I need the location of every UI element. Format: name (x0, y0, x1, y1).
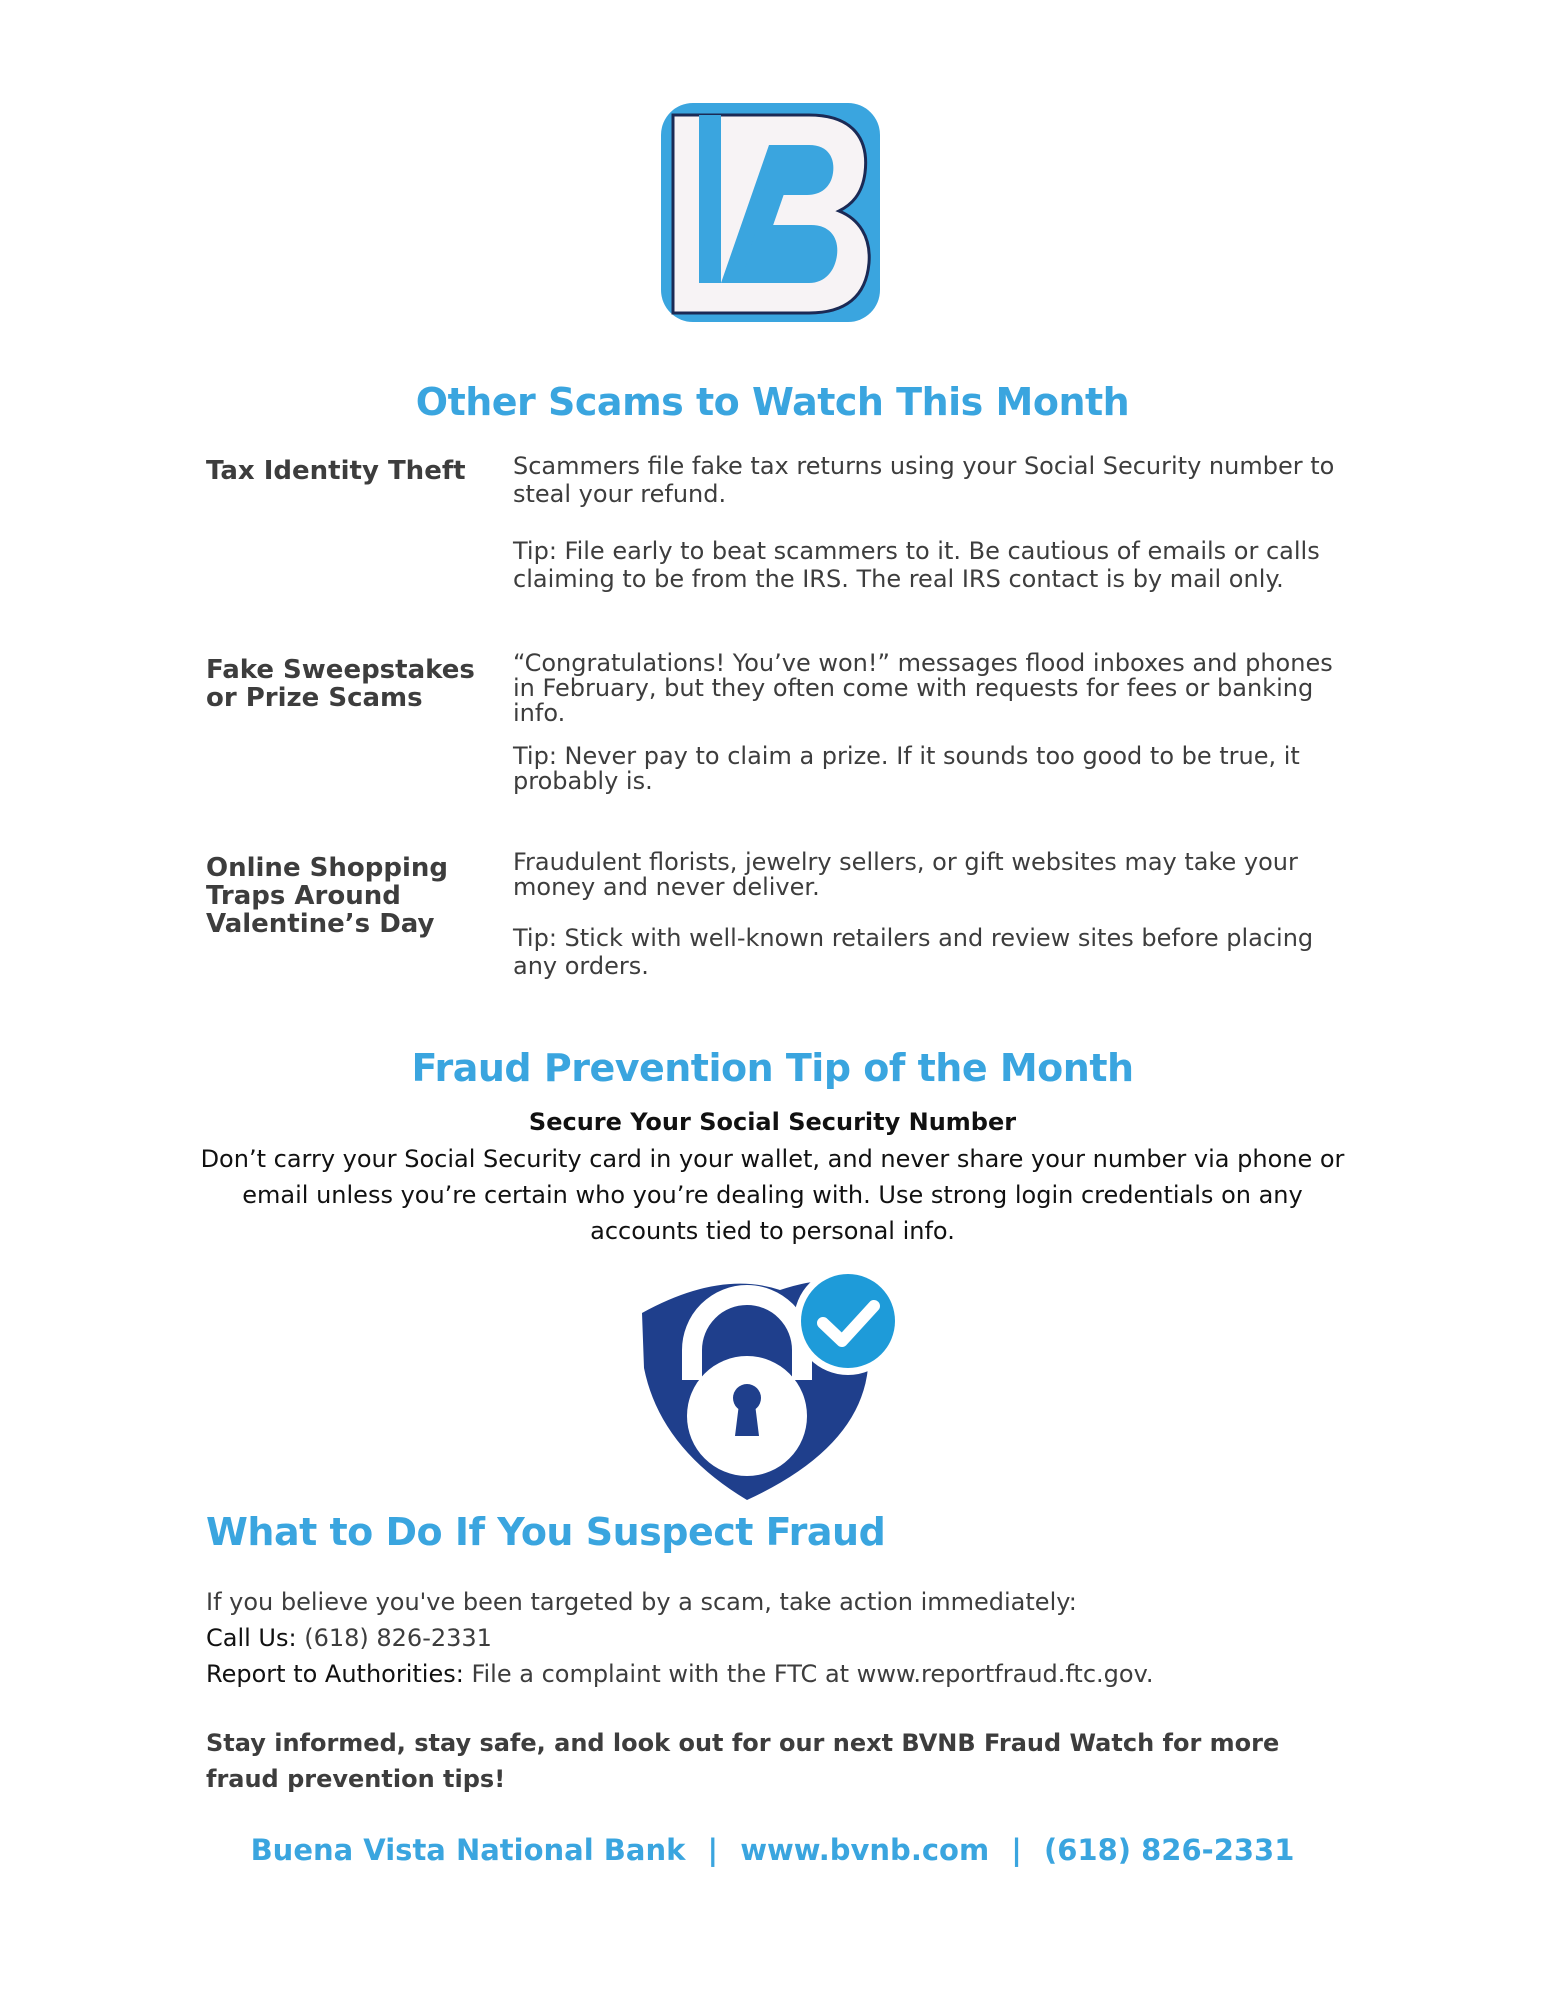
tip-section-title: Fraud Prevention Tip of the Month (411, 1046, 1134, 1090)
scam-description-sweepstakes: “Congratulations! You’ve won!” messages flood inboxes and phones in February, but they often come with requests for fees or banking info. (513, 649, 1333, 727)
footer (0, 1833, 1545, 1867)
footer-phone[interactable]: (618) 826-2331 (1043, 1833, 1295, 1867)
scam-description-tax-identity: Scammers file fake tax returns using your Social Security number to steal your refund. (513, 452, 1335, 508)
footer-bank-name: Buena Vista National Bank (250, 1833, 686, 1867)
fraud-intro: If you believe you've been targeted by a scam, take action immediately: (206, 1588, 1077, 1616)
scams-section-title: Other Scams to Watch This Month (415, 380, 1130, 424)
shield-lock-check-icon (640, 1268, 905, 1503)
tip-body: Don’t carry your Social Security card in your wallet, and never share your number via phone or email unless you’re certain who you’re dealing with. Use strong login credentials on any accounts tied to personal info. (200, 1145, 1345, 1245)
call-us-label: Call Us: (206, 1624, 297, 1652)
scam-title-online-shopping: Online Shopping Traps Around Valentine’s Day (206, 853, 448, 939)
closing-message: Stay informed, stay safe, and look out for our next BVNB Fraud Watch for more fraud prevention tips! (206, 1729, 1280, 1793)
call-us-phone[interactable]: (618) 826-2331 (296, 1624, 492, 1652)
report-label: Report to Authorities: (206, 1660, 464, 1688)
report-text[interactable]: File a complaint with the FTC at www.reportfraud.ftc.gov. (463, 1660, 1154, 1688)
scam-title-tax-identity: Tax Identity Theft (206, 456, 466, 486)
tip-heading: Secure Your Social Security Number (528, 1108, 1017, 1136)
bvnb-logo-icon (659, 101, 882, 324)
fraud-section-title: What to Do If You Suspect Fraud (206, 1510, 886, 1554)
scam-tip-online-shopping: Tip: Stick with well-known retailers and review sites before placing any orders. (513, 924, 1314, 980)
footer-separator: | (1011, 1833, 1022, 1867)
scam-tip-tax-identity: Tip: File early to beat scammers to it. Be cautious of emails or calls claiming to be from the IRS. The real IRS contact is by mail only. (513, 537, 1320, 593)
call-us-line (206, 1623, 492, 1653)
scam-description-online-shopping: Fraudulent florists, jewelry sellers, or gift websites may take your money and never deliver. (513, 848, 1298, 901)
footer-separator: | (707, 1833, 719, 1867)
report-line (206, 1659, 1154, 1689)
scam-title-sweepstakes: Fake Sweepstakes or Prize Scams (206, 655, 475, 713)
scam-tip-sweepstakes: Tip: Never pay to claim a prize. If it sounds too good to be true, it probably is. (513, 742, 1300, 795)
footer-website-link[interactable]: www.bvnb.com (740, 1833, 990, 1867)
